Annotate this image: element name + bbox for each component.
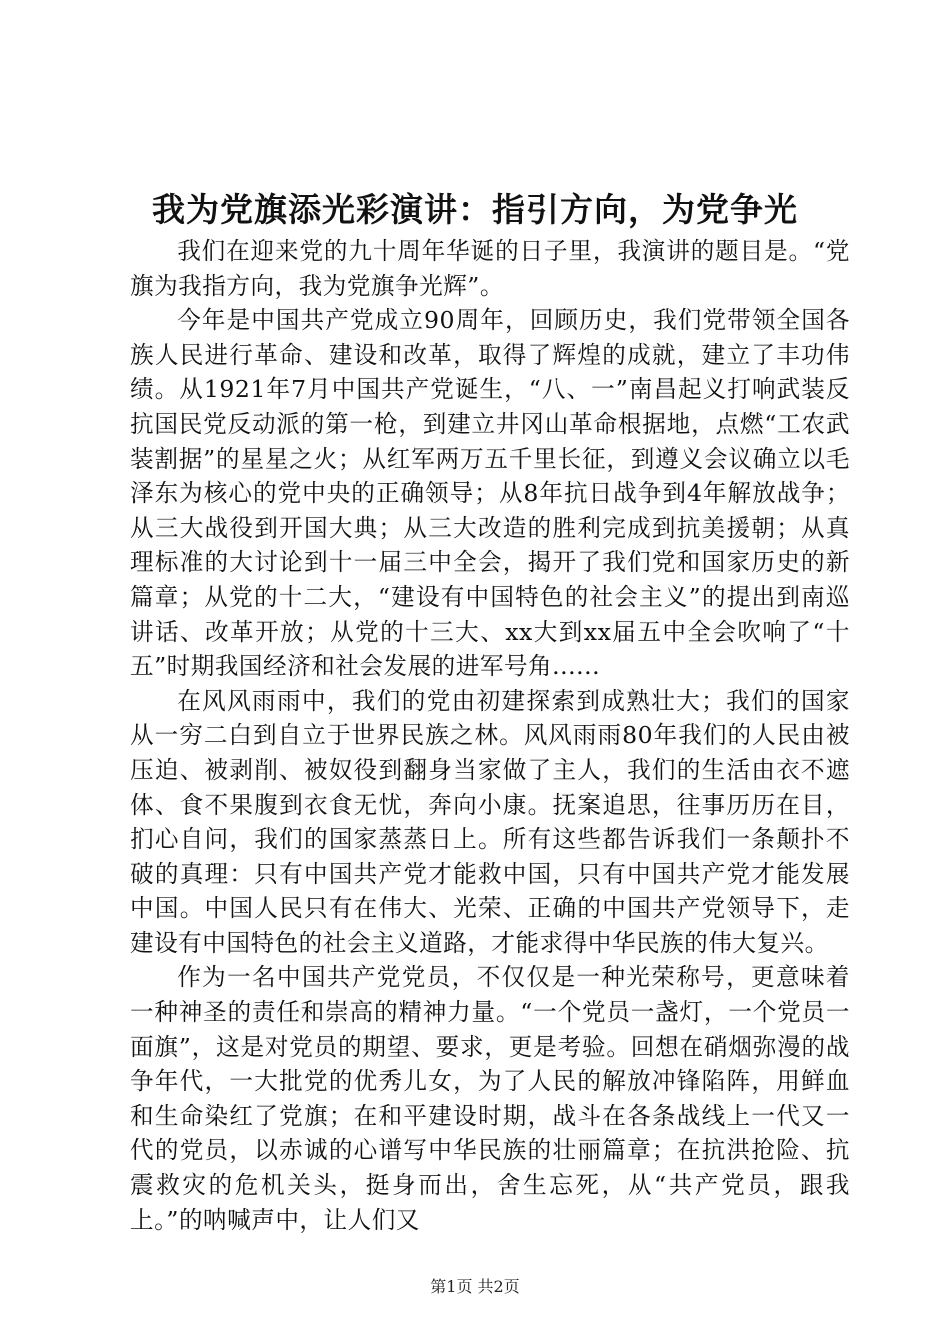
paragraph-2: 今年是中国共产党成立90周年，回顾历史，我们党带领全国各族人民进行革命、建设和改革，取得了辉煌的成就，建立了丰功伟绩。从1921年7月中国共产党诞生，“八、一”南昌起义打响武装反抗国民党反动派的第一枪，到建立井冈山革命根据地，点燃“工农武装割据”的星星之火；从红军两万五千里长征，到遵义会议确立以毛泽东为核心的党中央的正确领导；从8年抗日战争到4年解放战争；从三大战役到开国大典；从三大改造的胜利完成到抗美援朝；从真理标准的大讨论到十一届三中全会，揭开了我们党和国家历史的新篇章；从党的十二大，“建设有中国特色的社会主义”的提出到南巡讲话、改革开放；从党的十三大、xx大到xx届五中全会吹响了“十五”时期我国经济和社会发展的进军号角...... <box>130 306 850 681</box>
paragraph-1: 我们在迎来党的九十周年华诞的日子里，我演讲的题目是。“党旗为我指方向，我为党旗争光辉”。 <box>130 237 850 300</box>
document-title: 我为党旗添光彩演讲：指引方向，为党争光 <box>152 190 798 229</box>
document-body <box>130 234 850 1237</box>
paragraph-3: 在风风雨雨中，我们的党由初建探索到成熟壮大；我们的国家从一穷二白到自立于世界民族之林。风风雨雨80年我们的人民由被压迫、被剥削、被奴役到翻身当家做了主人，我们的生活由衣不遮体、食不果腹到衣食无忧，奔向小康。抚案追思，往事历历在目，扪心自问，我们的国家蒸蒸日上。所有这些都告诉我们一条颠扑不破的真理：只有中国共产党才能救中国，只有中国共产党才能发展中国。中国人民只有在伟大、光荣、正确的中国共产党领导下，走建设有中国特色的社会主义道路，才能求得中华民族的伟大复兴。 <box>130 686 850 957</box>
paragraph-4: 作为一名中国共产党党员，不仅仅是一种光荣称号，更意味着一种神圣的责任和崇高的精神力量。“一个党员一盏灯，一个党员一面旗”，这是对党员的期望、要求，更是考验。回想在硝烟弥漫的战争年代，一大批党的优秀儿女，为了人民的解放冲锋陷阵，用鲜血和生命染红了党旗；在和平建设时期，战斗在各条战线上一代又一代的党员，以赤诚的心谱写中华民族的壮丽篇章；在抗洪抢险、抗震救灾的危机关头，挺身而出，舍生忘死，从“共产党员，跟我上。”的呐喊声中，让人们又 <box>130 963 850 1234</box>
page-footer: 第1页 共2页 <box>430 1277 520 1296</box>
